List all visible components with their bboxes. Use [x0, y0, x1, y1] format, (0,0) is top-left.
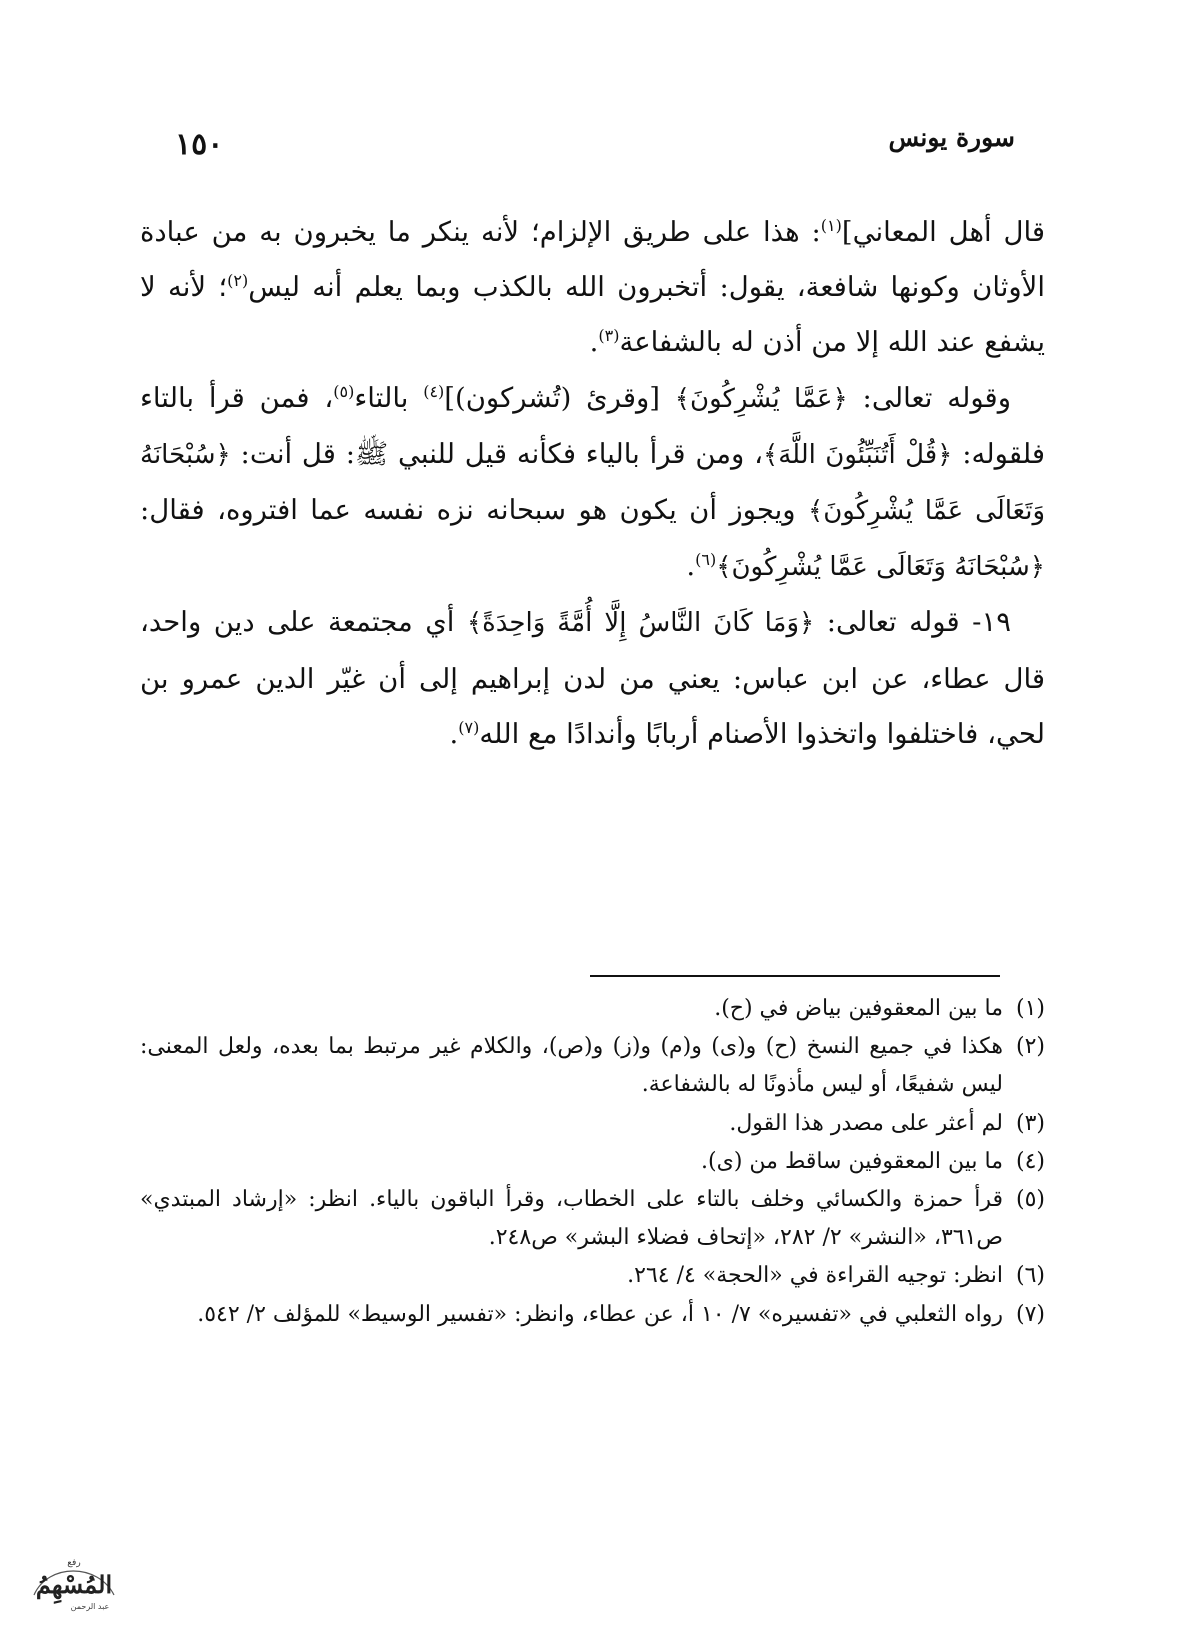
footnote-marker-6[interactable]: (٦): [695, 550, 717, 570]
footnote-item: [140, 1028, 1045, 1104]
footnote-marker-1[interactable]: (١): [820, 216, 842, 235]
footnote-divider: [590, 975, 1000, 977]
text-segment: ، فمن قرأ بالتاء فلقوله:: [140, 381, 1045, 470]
surah-title: سورة يونس: [888, 123, 1015, 152]
footnote-number: (٤): [1015, 1148, 1045, 1174]
footnote-text: انظر: توجيه القراءة في «الحجة» ٤/ ٢٦٤.: [627, 1263, 1003, 1289]
footnote-text: لم أعثر على مصدر هذا القول.: [729, 1110, 1003, 1136]
quran-quote: ﴿سُبْحَانَهُ وَتَعَالَى عَمَّا يُشْرِكُونَ﴾: [140, 439, 1045, 527]
text-segment: ويجوز أن يكون هو سبحانه نزه نفسه عما افتروه، فقال:: [140, 494, 808, 527]
text-segment: .: [589, 326, 599, 359]
footnote-text: ما بين المعقوفين بياض في (ح).: [714, 996, 1003, 1021]
footnote-marker-3[interactable]: (٣): [598, 326, 620, 346]
text-segment: ١٩- قوله تعالى:: [814, 606, 1011, 639]
text-segment: ، ومن قرأ بالياء فكأنه قيل للنبي ﷺ: قل أنت:: [230, 437, 763, 470]
footnote-item: [140, 1296, 1045, 1334]
text-segment: وقوله تعالى:: [847, 381, 1011, 414]
footnote-item: [140, 1105, 1045, 1143]
main-text: [140, 205, 1045, 762]
logo-main-text: المُسْهِمُ: [35, 1570, 113, 1599]
footnote-marker-7[interactable]: (٧): [458, 717, 480, 737]
footnote-text: قرأ حمزة والكسائي وخلف بالتاء على الخطاب، وقرأ الباقون بالياء. انظر: «إرشاد المبتدي» ص٣٦١، «النشر» ٢/ ٢٨٢، «إتحاف فضلاء البشر» ص٢٤٨.: [140, 1187, 1003, 1251]
text-segment: .: [449, 717, 459, 750]
footnote-text: رواه الثعلبي في «تفسيره» ٧/ ١٠ أ، عن عطاء، وانظر: «تفسير الوسيط» للمؤلف ٢/ ٥٤٢.: [197, 1301, 1003, 1327]
publisher-logo: [28, 1555, 120, 1615]
footnote-number: (٢): [1015, 1034, 1045, 1060]
footnote-item: [140, 1181, 1045, 1257]
text-segment: .: [686, 550, 696, 583]
footnote-item: [140, 990, 1045, 1028]
paragraph-3: [140, 595, 1045, 762]
text-segment: قال أهل المعاني]: [841, 216, 1045, 248]
quran-quote: ﴿سُبْحَانَهُ وَتَعَالَى عَمَّا يُشْرِكُونَ﴾: [716, 552, 1045, 583]
text-segment: [وقرئ (تُشركون)]: [444, 381, 675, 414]
logo-small-text: رفع: [67, 1558, 81, 1568]
page-header: [175, 115, 1015, 171]
page-number: ١٥٠: [175, 127, 224, 162]
quran-quote: ﴿عَمَّا يُشْرِكُونَ﴾: [674, 383, 848, 414]
footnote-text: ما بين المعقوفين ساقط من (ى).: [701, 1148, 1003, 1174]
footnote-text: هكذا في جميع النسخ (ح) و(ى) و(م) و(ز) و(ص)، والكلام غير مرتبط بما بعده، ولعل المعنى: ليس شفيعًا، أو ليس مأذونًا له بالشفاعة.: [140, 1034, 1003, 1098]
footnote-number: (٣): [1015, 1110, 1045, 1136]
footnote-marker-4[interactable]: (٤): [423, 381, 445, 401]
footnote-item: [140, 1257, 1045, 1295]
footnote-marker-2[interactable]: (٢): [227, 271, 249, 291]
logo-sub-text: عبد الرحمن: [70, 1602, 110, 1611]
text-segment: بالتاء: [354, 381, 424, 414]
paragraph-1: [140, 205, 1045, 371]
quran-quote: ﴿قُلْ أَتُنَبِّئُونَ اللَّهَ﴾: [762, 439, 953, 470]
text-segment: : هذا على طريق الإلزام؛ لأنه ينكر ما يخبرون به من عبادة الأوثان وكونها شافعة، يقول: أتخبرون الله بالكذب وبما يعلم أنه ليس: [140, 216, 1045, 304]
footnote-number: (٥): [1015, 1187, 1045, 1213]
footnote-number: (٦): [1015, 1263, 1045, 1289]
footnote-number: (٧): [1015, 1301, 1045, 1327]
text-segment: ؛ لأنه لا يشفع عند الله إلا من أذن له بالشفاعة: [140, 271, 1045, 359]
footnote-item: [140, 1143, 1045, 1181]
quran-quote: ﴿وَمَا كَانَ النَّاسُ إِلَّا أُمَّةً وَاحِدَةً﴾: [466, 608, 815, 639]
text-segment: أي مجتمعة على دين واحد، قال عطاء، عن ابن عباس: يعني من لدن إبراهيم إلى أن غيّر الدين عمرو بن لحي، فاختلفوا واتخذوا الأصنام أربابًا وأندادًا مع الله: [140, 606, 1045, 750]
footnote-number: (١): [1015, 996, 1045, 1021]
footnotes: [140, 990, 1045, 1334]
paragraph-2: [140, 371, 1045, 596]
footnote-marker-5[interactable]: (٥): [333, 381, 355, 401]
